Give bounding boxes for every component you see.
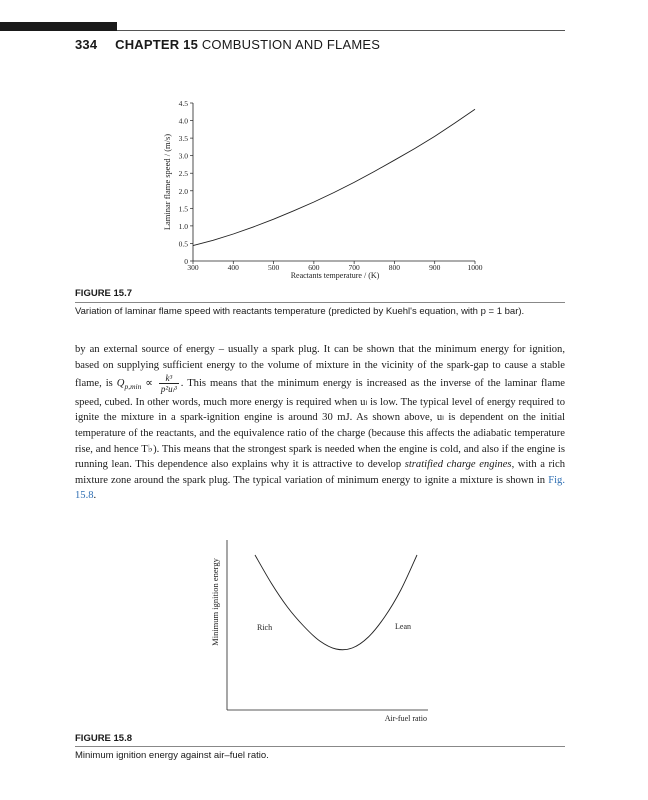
- y-tick-label: 0: [184, 257, 188, 266]
- body-text-end: .: [93, 490, 97, 502]
- x-tick-label: 800: [388, 263, 401, 272]
- chapter-title: COMBUSTION AND FLAMES: [201, 37, 381, 52]
- flame-speed-curve: [193, 109, 475, 245]
- caption-rule: [75, 302, 565, 303]
- header-bar: [0, 22, 117, 31]
- y-tick-label: 2.5: [178, 169, 188, 179]
- x-tick-label: 500: [267, 263, 280, 272]
- flame-speed-chart: [150, 92, 490, 284]
- fraction-denominator: p²uₗ³: [160, 384, 177, 395]
- figure-15-7-label: FIGURE 15.7: [75, 288, 133, 299]
- figure-link[interactable]: Fig. 15.8: [75, 474, 565, 502]
- y-tick-label: 3.5: [178, 134, 188, 144]
- figure-15-8-label: FIGURE 15.8: [75, 733, 133, 744]
- page-number: 334: [75, 37, 98, 52]
- chapter-label: CHAPTER 15: [115, 37, 199, 52]
- y-axis-label: Laminar flame speed / (m/s): [162, 133, 172, 231]
- x-tick-label: 1000: [467, 263, 483, 272]
- figure-15-8-caption: [75, 733, 132, 744]
- rich-annotation: Rich: [257, 623, 273, 632]
- x-axis-label: Reactants temperature / (K): [290, 271, 380, 280]
- y-tick-label: 1.0: [178, 221, 188, 231]
- y-tick-label: 4.0: [178, 116, 188, 126]
- y-tick-label: 1.5: [178, 204, 188, 214]
- body-text-1: by an external source of energy – usually a spark plug. It can be shown that the minimum energy for ignition, based on supplying sufficient energy to the volume of mixture in the vicinity of the spark-gap to cause a stable flame, is: [75, 344, 565, 390]
- running-head: [75, 37, 380, 52]
- y-tick-label: 3.0: [178, 151, 188, 161]
- figure-15-8-caption-text: Minimum ignition energy against air–fuel ratio.: [75, 750, 269, 761]
- header-rule: [117, 30, 565, 31]
- y-tick-label: 0.5: [178, 239, 188, 249]
- fraction-numerator: k³: [159, 373, 179, 384]
- y-axis-label: Minimum ignition energy: [210, 558, 220, 646]
- caption-rule: [75, 746, 565, 747]
- figure-15-7-caption: [75, 288, 132, 299]
- x-tick-label: 300: [187, 263, 199, 272]
- lean-annotation: Lean: [395, 622, 411, 631]
- body-text-2: . This means that the minimum energy is increased as the inverse of the laminar flame speed, cubed. In other words, much more energy is required when uₗ is low. The typical level of energy required to ignite the mixture in a spark-ignition engine is around 30 mJ. As shown above, uₗ is dependent on the initial temperature of the reactants, and the equivalence ratio of the charge (because this affects the adiabatic temperature rise, and hence T♭). This means that the strongest spark is needed when the engine is cold, and also if the engine is running lean. This dependence also explains why it is attractive to develop: [75, 378, 566, 471]
- y-tick-label: 2.0: [178, 186, 188, 196]
- figure-15-7-caption-text: Variation of laminar flame speed with reactants temperature (predicted by Kuehl's equation, with p = 1 bar).: [75, 306, 525, 317]
- x-tick-label: 400: [227, 263, 239, 272]
- ignition-energy-chart: [200, 535, 440, 730]
- energy-fraction: [159, 373, 179, 394]
- emphasis-text: stratified charge engines: [404, 459, 512, 471]
- x-tick-label: 700: [348, 263, 360, 272]
- y-tick-label: 4.5: [178, 99, 188, 108]
- body-text-3: , with a rich mixture zone around the spark plug. The typical variation of minimum energy to ignite a mixture is shown in: [75, 459, 565, 486]
- x-tick-label: 900: [429, 263, 441, 272]
- x-tick-label: 600: [308, 263, 320, 272]
- proportional-symbol: ∝: [145, 378, 153, 390]
- q-symbol: $Q_{p,min}$: [116, 378, 142, 392]
- body-paragraph: [75, 342, 565, 504]
- ignition-energy-curve: [255, 555, 417, 650]
- x-axis-label: Air-fuel ratio: [384, 714, 427, 723]
